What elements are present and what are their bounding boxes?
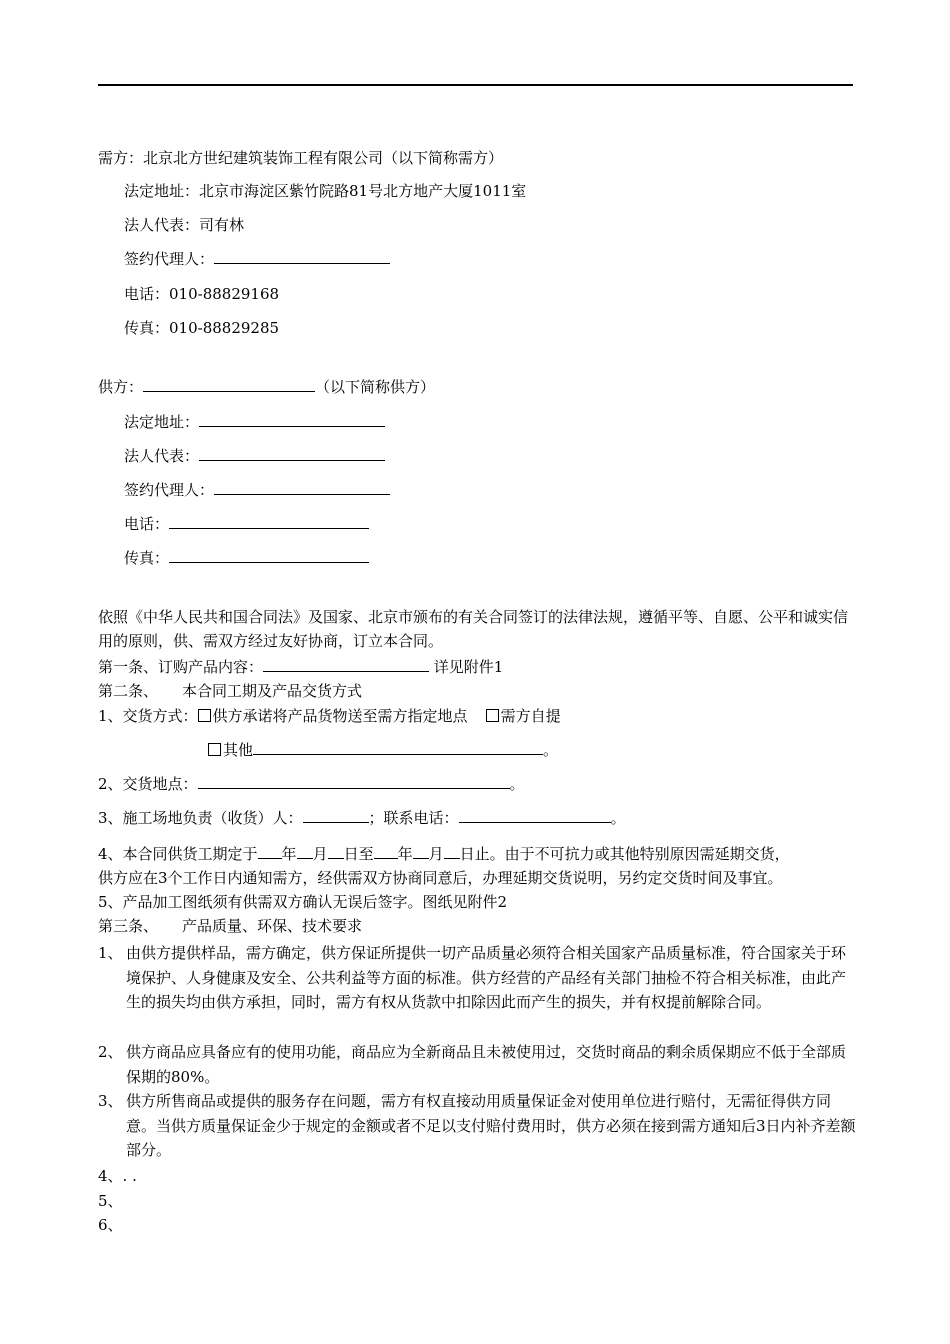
supplier-address-blank[interactable] [199,412,385,427]
supplier-address-line: 法定地址： [124,412,385,432]
buyer-line: 需方：北京北方世纪建筑装饰工程有限公司（以下简称需方） [98,149,504,167]
supplier-line: 供方： （以下简称供方） [98,378,436,396]
end-day-blank[interactable] [444,844,460,859]
option1-checkbox[interactable] [198,709,211,722]
quality-item: 3、 供方所售商品或提供的服务存在问题，需方有权直接动用质量保证金对使用单位进行赔付，无需征得供方同意。当供方质量保证金少于规定的金额或者不足以支付赔付费用时，供方必须在接到需方通知后3日内补齐差额部分。 [98,1092,856,1159]
buyer-phone: 010-88829168 [169,285,280,303]
buyer-fax-line: 传真：010-88829285 [124,319,280,337]
quality-item-extra: 4、. . [98,1167,137,1185]
buyer-address: 北京市海淀区紫竹院路81号北方地产大厦1011室 [199,182,527,200]
supplier-agent-blank[interactable] [214,480,390,495]
start-year-blank[interactable] [258,844,282,859]
start-day-blank[interactable] [328,844,344,859]
schedule-line1: 4、本合同供货工期定于 年 月 日至 年 月 日止。由于不可抗力或其他特别原因需延期交货， [98,845,790,863]
article1-line: 第一条、订购产品内容： 详见附件1 [98,658,504,676]
receiver-line: 3、施工场地负责（收货）人： ；联系电话： 。 [98,809,626,827]
buyer-name: 北京北方世纪建筑装饰工程有限公司（以下简称需方） [143,149,504,167]
buyer-agent-blank[interactable] [214,249,390,264]
buyer-rep: 司有林 [199,216,245,234]
option2-checkbox[interactable] [486,709,499,722]
supplier-agent-line: 签约代理人： [124,480,390,500]
quality-item-extra: 5、 [98,1192,123,1210]
supplier-phone-line: 电话： [124,514,369,534]
option3-checkbox[interactable] [208,743,221,756]
intro-paragraph: 依照《中华人民共和国合同法》及国家、北京市颁布的有关合同签订的法律法规，遵循平等、自愿、公平和诚实信用的原则，供、需双方经过友好协商，订立本合同。 [98,608,849,650]
article1-blank[interactable] [263,657,429,672]
buyer-agent-line: 签约代理人： [124,249,390,269]
supplier-phone-blank[interactable] [169,514,369,529]
quality-item-extra: 6、 [98,1216,123,1234]
start-month-blank[interactable] [297,844,313,859]
supplier-rep-line: 法人代表： [124,446,385,466]
drawings-line: 5、产品加工图纸须有供需双方确认无误后签字。图纸见附件2 [98,893,508,911]
end-month-blank[interactable] [413,844,429,859]
delivery-place-line: 2、交货地点： 。 [98,775,525,793]
delivery-method-line: 1、交货方式： 供方承诺将产品货物送至需方指定地点 需方自提 [98,707,561,725]
receiver-blank[interactable] [303,808,369,823]
buyer-phone-line: 电话：010-88829168 [124,285,280,303]
buyer-rep-line: 法人代表：司有林 [124,216,245,234]
article3-heading: 第三条、 产品质量、环保、技术要求 [98,917,363,935]
schedule-line2: 供方应在3个工作日内通知需方，经供需双方协商同意后，办理延期交货说明，另约定交货时间及事宜。 [98,869,783,887]
end-year-blank[interactable] [374,844,398,859]
supplier-rep-blank[interactable] [199,446,385,461]
other-option-blank[interactable] [253,740,543,755]
supplier-fax-line: 传真： [124,548,369,568]
delivery-place-blank[interactable] [198,774,510,789]
header-rule [98,84,853,86]
receiver-phone-blank[interactable] [459,808,611,823]
buyer-fax: 010-88829285 [169,319,280,337]
supplier-fax-blank[interactable] [169,548,369,563]
quality-item: 1、 由供方提供样品，需方确定，供方保证所提供一切产品质量必须符合相关国家产品质量标准，符合国家关于环境保护、人身健康及安全、公共利益等方面的标准。供方经营的产品经有关部门抽检不符合相关标准，由此产生的损失均由供方承担，同时，需方有权从货款中扣除因此而产生的损失，并有权提前解除合同。 [98,944,847,1011]
supplier-name-blank[interactable] [143,377,315,392]
quality-item: 2、 供方商品应具备应有的使用功能，商品应为全新商品且未被使用过，交货时商品的剩余质保期应不低于全部质保期的80%。 [98,1043,847,1086]
article2-heading: 第二条、 本合同工期及产品交货方式 [98,682,363,700]
other-option-line: 其他 。 [208,740,558,760]
buyer-address-line: 法定地址：北京市海淀区紫竹院路81号北方地产大厦1011室 [124,182,527,200]
